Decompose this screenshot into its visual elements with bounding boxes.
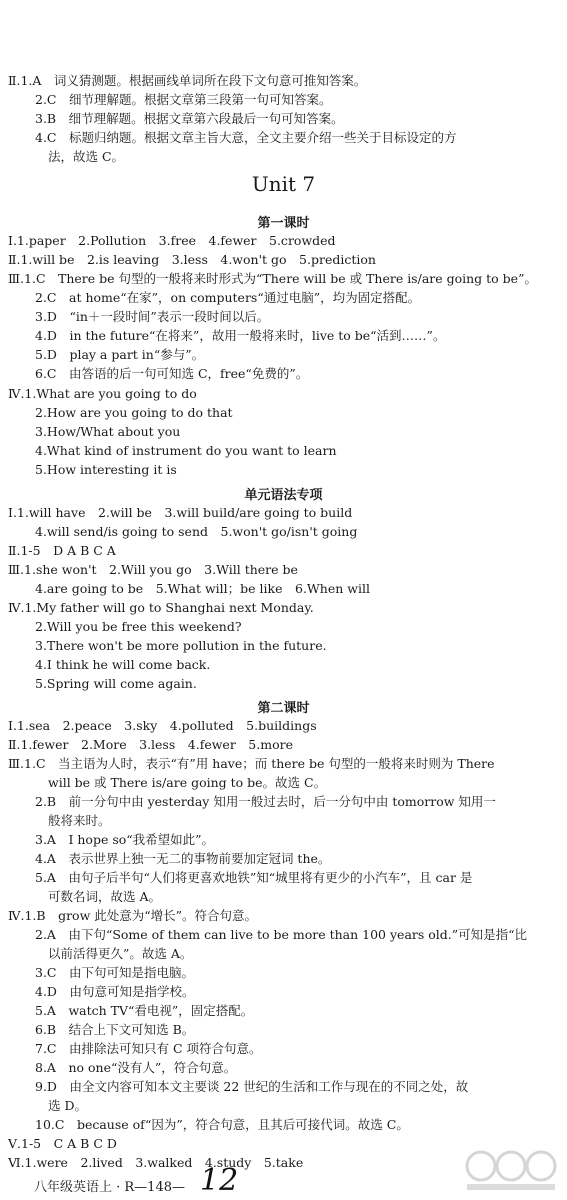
answer-line: Ⅰ.1.will have 2.will be 3.will build/are going to build (8, 505, 353, 520)
answer-line: 以前活得更久”。故选 A。 (48, 946, 193, 961)
answer-line: Ⅳ.1.My father will go to Shanghai next Monday. (8, 600, 314, 615)
answer-line: 5.A 由句子后半句“人们将更喜欢地铁”知“城里将有更少的小汽车”，且 car 是 (35, 870, 473, 885)
answer-line: 3.There won't be more pollution in the future. (35, 638, 327, 653)
answer-line: Ⅲ.1.C There be 句型的一般将来时形式为“There will be 或 There is/are going to be”。 (8, 271, 537, 286)
answer-line: 2.Will you be free this weekend? (35, 619, 242, 634)
answer-line: 4.are going to be 5.What will；be like 6.When will (35, 581, 370, 596)
answer-line: Ⅱ.1-5 D A B C A (8, 543, 116, 558)
answer-line: 2.C at home“在家”，on computers“通过电脑”，均为固定搭配。 (35, 290, 421, 305)
answer-line: Ⅴ.1-5 C A B C D (8, 1136, 117, 1151)
page-footer: 八年级英语上 · R—148— (34, 1180, 185, 1195)
answer-line: Ⅳ.1.B grow 此处意为“增长”。符合句意。 (8, 908, 258, 923)
answer-line: 4.will send/is going to send 5.won't go/isn't going (35, 524, 358, 539)
answer-line: 9.D 由全文内容可知本文主要谈 22 世纪的生活和工作与现在的不同之处，故 (35, 1079, 469, 1094)
answer-line: 4.D in the future“在将来”，故用一般将来时，live to be“活到……”。 (35, 328, 446, 343)
answer-line: 5.Spring will come again. (35, 676, 197, 691)
answer-line: 2.C 细节理解题。根据文章第三段第一句可知答案。 (35, 92, 332, 107)
answer-line: 3.C 由下句可知是指电脑。 (35, 965, 194, 980)
section-heading: 单元语法专项 (244, 488, 323, 503)
answer-line: 4.What kind of instrument do you want to learn (35, 443, 337, 458)
answer-line: 10.C because of“因为”，符合句意，且其后可接代词。故选 C。 (35, 1117, 409, 1132)
answer-line: 可数名词，故选 A。 (48, 889, 162, 904)
answer-line: 2.B 前一分句中由 yesterday 知用一般过去时，后一分句中由 tomorrow 知用一 (35, 794, 496, 809)
answer-line: 5.How interesting it is (35, 462, 177, 477)
answer-line: 4.A 表示世界上独一无二的事物前要加定冠词 the。 (35, 851, 331, 866)
answer-line: Ⅱ.1.fewer 2.More 3.less 4.fewer 5.more (8, 737, 293, 752)
answer-line: 4.C 标题归纳题。根据文章主旨大意，全文主要介绍一些关于目标设定的方 (35, 130, 457, 145)
answer-line: 4.I think he will come back. (35, 657, 211, 672)
answer-line: 7.C 由排除法可知只有 C 项符合句意。 (35, 1041, 262, 1056)
answer-line: Ⅰ.1.sea 2.peace 3.sky 4.polluted 5.buildings (8, 718, 317, 733)
answer-line: 般将来时。 (48, 813, 111, 828)
answer-line: Ⅲ.1.she won't 2.Will you go 3.Will there be (8, 562, 298, 577)
answer-line: 5.A watch TV“看电视”，固定搭配。 (35, 1003, 254, 1018)
unit-title: Unit 7 (251, 172, 316, 196)
watermark-logo-icon (463, 1148, 559, 1192)
answer-line: will be 或 There is/are going to be。故选 C。 (48, 775, 327, 790)
answer-line: 3.A I hope so“我希望如此”。 (35, 832, 215, 847)
answer-line: 2.How are you going to do that (35, 405, 233, 420)
answer-line: 6.C 由答语的后一句可知选 C，free“免费的”。 (35, 366, 309, 381)
section-heading: 第一课时 (257, 216, 310, 231)
answer-line: Ⅰ.1.paper 2.Pollution 3.free 4.fewer 5.crowded (8, 233, 336, 248)
answer-line: Ⅲ.1.C 当主语为人时，表示“有”用 have；而 there be 句型的一般将来时则为 There (8, 756, 495, 771)
answer-line: 3.B 细节理解题。根据文章第六段最后一句可知答案。 (35, 111, 344, 126)
answer-line: 5.D play a part in“参与”。 (35, 347, 205, 362)
answer-line: Ⅳ.1.What are you going to do (8, 386, 197, 401)
answer-line: 3.D “in＋一段时间”表示一段时间以后。 (35, 309, 270, 324)
answer-line: 2.A 由下句“Some of them can live to be more than 100 years old.”可知是指“比 (35, 927, 528, 942)
section-heading: 第二课时 (257, 701, 310, 716)
answer-line: 选 D。 (48, 1098, 87, 1113)
answer-line: 3.How/What about you (35, 424, 181, 439)
handwritten-page-number: 12 (200, 1163, 239, 1198)
answer-line: Ⅱ.1.A 词义猜测题。根据画线单词所在段下文句意可推知答案。 (8, 73, 367, 88)
answer-line: 6.B 结合上下文可知选 B。 (35, 1022, 195, 1037)
answer-line: Ⅱ.1.will be 2.is leaving 3.less 4.won't go 5.prediction (8, 252, 376, 267)
answer-line: 法，故选 C。 (48, 149, 125, 164)
answer-line: Ⅵ.1.were 2.lived 3.walked 4.study 5.take (8, 1155, 304, 1170)
answer-line: 8.A no one“没有人”，符合句意。 (35, 1060, 237, 1075)
answer-line: 4.D 由句意可知是指学校。 (35, 984, 195, 999)
